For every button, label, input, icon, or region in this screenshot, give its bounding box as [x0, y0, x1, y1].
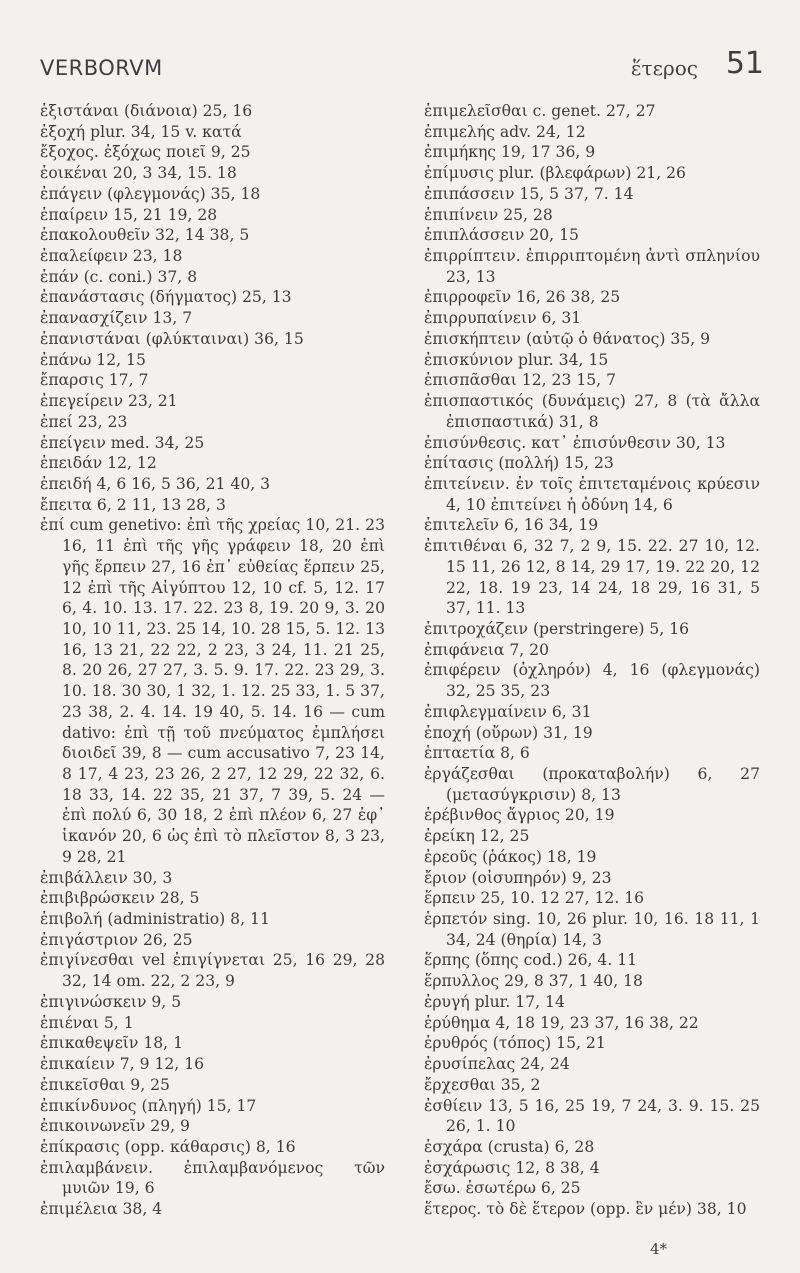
index-entry: ἐπικεῖσθαι 9, 25: [40, 1075, 170, 1094]
index-entry: ἐπιρρυπαίνειν 6, 31: [424, 309, 582, 328]
index-entry: ἐπιγίνεσθαι vel ἐπιγίγνεται 25, 16 29, 28 32, 14 om. 22, 2 23, 9: [40, 951, 385, 991]
index-entry: ἐπιμέλεια 38, 4: [40, 1200, 163, 1219]
index-entry: ἐσχάρωσις 12, 8 38, 4: [424, 1158, 600, 1177]
index-entry: ἐπί cum genetivo: ἐπὶ τῆς χρείας 10, 21. 23 16, 11 ἐπὶ τῆς γῆς γράφειν 18, 20 ἐπὶ γῆς ἕρπειν 27, 16 ἐπ᾽ εὐθείας ἕρπειν 25, 12 ἐπὶ τῆς Αἰγύπτου 12, 10 cf. 5, 12. 17 6, 4. 10. 13. 17. 22. 23 8, 19. 20 9, 3. 20 10, 10 11, 23. 25 14, 10. 28 15, 5. 12. 13 16, 13 21, 22 22, 2 23, 3 24, 11. 21 25, 8. 20 26, 27 27, 3. 5. 9. 17. 22. 23 29, 3. 10. 18. 30 30, 1 32, 1. 12. 25 33, 1. 5 37, 23 38, 2. 4. 14. 19 40, 5. 14. 16 — cum dativo: ἐπὶ τῇ τοῦ πνεύματος ἐμπλήσει διοιδεῖ 39, 8 — cum accusativo 7, 23 14, 8 17, 4 23, 23 26, 2 27, 12 29, 22 32, 6. 18 33, 14. 22 35, 21 37, 7 39, 5. 24 — ἐπὶ πολύ 6, 30 18, 2 ἐπὶ πλέον 6, 27 ἐφ᾽ ἱκανόν 20, 6 ὡς ἐπὶ τὸ πλεῖστον 8, 3 23, 9 28, 21: [40, 516, 385, 866]
index-entry: ἐπιγάστριον 26, 25: [40, 930, 193, 949]
index-entry: ἐπικοινωνεῖν 29, 9: [40, 1117, 190, 1136]
index-entry: ἐρείκη 12, 25: [424, 827, 530, 846]
index-entry: ἐπισκύνιον plur. 34, 15: [424, 350, 609, 369]
index-entry: ἐπισπᾶσθαι 12, 23 15, 7: [424, 371, 617, 390]
index-entry: ἐρύθημα 4, 18 19, 23 37, 16 38, 22: [424, 1013, 699, 1032]
index-column-right: [424, 101, 760, 1220]
index-entry: ἐπιγινώσκειν 9, 5: [40, 992, 182, 1011]
index-entry: ἕτερος. τὸ δὲ ἕτερον (opp. ἓν μέν) 38, 10: [424, 1200, 747, 1219]
index-entry: ἐπιφάνεια 7, 20: [424, 640, 550, 659]
index-entry: ἐπανιστάναι (φλύκταιναι) 36, 15: [40, 329, 304, 348]
index-entry: ἐρυγή plur. 17, 14: [424, 992, 565, 1011]
index-entry: ἐπαίρειν 15, 21 19, 28: [40, 205, 218, 224]
index-entry: ἐπιπάσσειν 15, 5 37, 7. 14: [424, 184, 634, 203]
index-entry: ἐπάγειν (φλεγμονάς) 35, 18: [40, 184, 261, 203]
index-entry: ἐποχή (οὔρων) 31, 19: [424, 723, 593, 742]
index-entry: ἐπιβάλλειν 30, 3: [40, 868, 173, 887]
index-entry: ἐπακολουθεῖν 32, 14 38, 5: [40, 226, 250, 245]
index-entry: ἐπεγείρειν 23, 21: [40, 392, 178, 411]
index-entry: ἐπιπίνειν 25, 28: [424, 205, 553, 224]
index-entry: ἐπιτιθέναι 6, 32 7, 2 9, 15. 22. 27 10, 12. 15 11, 26 12, 8 14, 29 17, 19. 22 20, 12 22, 18. 19 23, 14 24, 18 29, 16 31, 5 37, 11. 13: [424, 537, 760, 618]
index-entry: ἐπειδή 4, 6 16, 5 36, 21 40, 3: [40, 474, 271, 493]
index-entry: ἐπιφλεγμαίνειν 6, 31: [424, 702, 592, 721]
index-entry: ἔσω. ἐσωτέρω 6, 25: [424, 1179, 581, 1198]
index-entry: ἐπιπλάσσειν 20, 15: [424, 226, 579, 245]
index-entry: ἐπικαίειν 7, 9 12, 16: [40, 1055, 205, 1074]
index-entry: ἐπιβιβρώσκειν 28, 5: [40, 889, 200, 908]
index-entry: ἐπιμελής adv. 24, 12: [424, 122, 586, 141]
running-head-keyword: ἕτερος: [630, 56, 698, 80]
index-entry: ἐπιρροφεῖν 16, 26 38, 25: [424, 288, 621, 307]
index-entry: ἐρυθρός (τόπος) 15, 21: [424, 1034, 606, 1053]
index-entry: ἐπιτείνειν. ἐν τοῖς ἐπιτεταμένοις κρύεσιν 4, 10 ἐπιτείνει ἡ ὀδύνη 14, 6: [424, 474, 760, 514]
index-entry: ἐπιμελεῖσθαι c. genet. 27, 27: [424, 102, 656, 120]
index-entry: ἐπίτασις (πολλή) 15, 23: [424, 454, 614, 473]
index-entry: ἐπανάστασις (δήγματος) 25, 13: [40, 288, 292, 307]
index-entry: ἐργάζεσθαι (προκαταβολήν) 6, 27 (μετασύγκρισιν) 8, 13: [424, 765, 760, 804]
index-entry: ἐπιρρίπτειν. ἐπιρριπτομένη ἀντὶ σπληνίου 23, 13: [424, 247, 760, 286]
index-entry: ἐπιλαμβάνειν. ἐπιλαμβανόμενος τῶν μυιῶν 19, 6: [40, 1158, 385, 1198]
index-entry: ἕρπειν 25, 10. 12 27, 12. 16: [424, 889, 645, 908]
signature-mark: 4*: [650, 1240, 668, 1258]
index-entry: ἐρεοῦς (ῥάκος) 18, 19: [424, 847, 597, 866]
index-entry: ἐπικίνδυνος (πληγή) 15, 17: [40, 1096, 257, 1115]
index-column-left: [40, 101, 385, 1220]
index-entry: ἑρπετόν sing. 10, 26 plur. 10, 16. 18 11, 1 34, 24 (θηρία) 14, 3: [424, 910, 760, 949]
index-entry: ἐπεί 23, 23: [40, 412, 128, 431]
index-entry: ἔριον (οἰσυπηρόν) 9, 23: [424, 868, 612, 887]
index-entry: ἐπικαθεψεῖν 18, 1: [40, 1034, 184, 1053]
index-entry: ἐπιβολή (administratio) 8, 11: [40, 910, 270, 929]
index-entry: ἕρπυλλος 29, 8 37, 1 40, 18: [424, 972, 643, 991]
index-entry: ἐπάν (c. coni.) 37, 8: [40, 267, 198, 286]
index-entry: ἐπαλείφειν 23, 18: [40, 247, 183, 266]
page-number: 51: [725, 46, 764, 81]
index-entry: ἐπίκρασις (opp. κάθαρσις) 8, 16: [40, 1137, 296, 1156]
index-entry: ἔρχεσθαι 35, 2: [424, 1075, 541, 1094]
running-head-title: VERBORVM: [40, 56, 163, 80]
index-entry: ἐπιέναι 5, 1: [40, 1013, 134, 1032]
index-entry: ἑπταετία 8, 6: [424, 744, 530, 763]
index-entry: ἐρυσίπελας 24, 24: [424, 1055, 570, 1074]
index-entry: ἐσχάρα (crusta) 6, 28: [424, 1137, 595, 1156]
index-entry: ἐπάνω 12, 15: [40, 350, 146, 369]
index-entry: ἐξοχή plur. 34, 15 v. κατά: [40, 122, 242, 141]
index-entry: ἐπισύνθεσις. κατ᾽ ἐπισύνθεσιν 30, 13: [424, 433, 726, 452]
index-entry: ἐσθίειν 13, 5 16, 25 19, 7 24, 3. 9. 15. 25 26, 1. 10: [424, 1096, 760, 1136]
running-head: [0, 44, 800, 81]
index-entry: ἐπισκήπτειν (αὐτῷ ὁ θάνατος) 35, 9: [424, 329, 711, 348]
index-entry: ἕρπης (ὅπης cod.) 26, 4. 11: [424, 951, 638, 970]
index-entry: ἐοικέναι 20, 3 34, 15. 18: [40, 164, 237, 183]
index-entry: ἐπίμυσις plur. (βλεφάρων) 21, 26: [424, 164, 686, 183]
index-entry: ἐπιτροχάζειν (perstringere) 5, 16: [424, 619, 690, 638]
index-entry: ἐπισπαστικός (δυνάμεις) 27, 8 (τὰ ἄλλα ἐπισπαστικά) 31, 8: [424, 392, 760, 431]
index-entry: ἐπείγειν med. 34, 25: [40, 433, 205, 452]
index-entry: ἐπανασχίζειν 13, 7: [40, 309, 193, 328]
index-entry: ἐπιτελεῖν 6, 16 34, 19: [424, 516, 599, 535]
index-entry: ἐξιστάναι (διάνοια) 25, 16: [40, 102, 253, 120]
index-entry: ἐρέβινθος ἄγριος 20, 19: [424, 806, 615, 825]
index-entry: ἐπειδάν 12, 12: [40, 454, 157, 473]
index-entry: ἐπιφέρειν (ὀχληρόν) 4, 16 (φλεγμονάς) 32, 25 35, 23: [424, 661, 760, 701]
index-entry: ἔξοχος. ἐξόχως ποιεῖ 9, 25: [40, 143, 251, 162]
index-entry: ἐπιμήκης 19, 17 36, 9: [424, 143, 596, 162]
index-entry: ἔπαρσις 17, 7: [40, 371, 149, 390]
index-entry: ἔπειτα 6, 2 11, 13 28, 3: [40, 495, 226, 514]
